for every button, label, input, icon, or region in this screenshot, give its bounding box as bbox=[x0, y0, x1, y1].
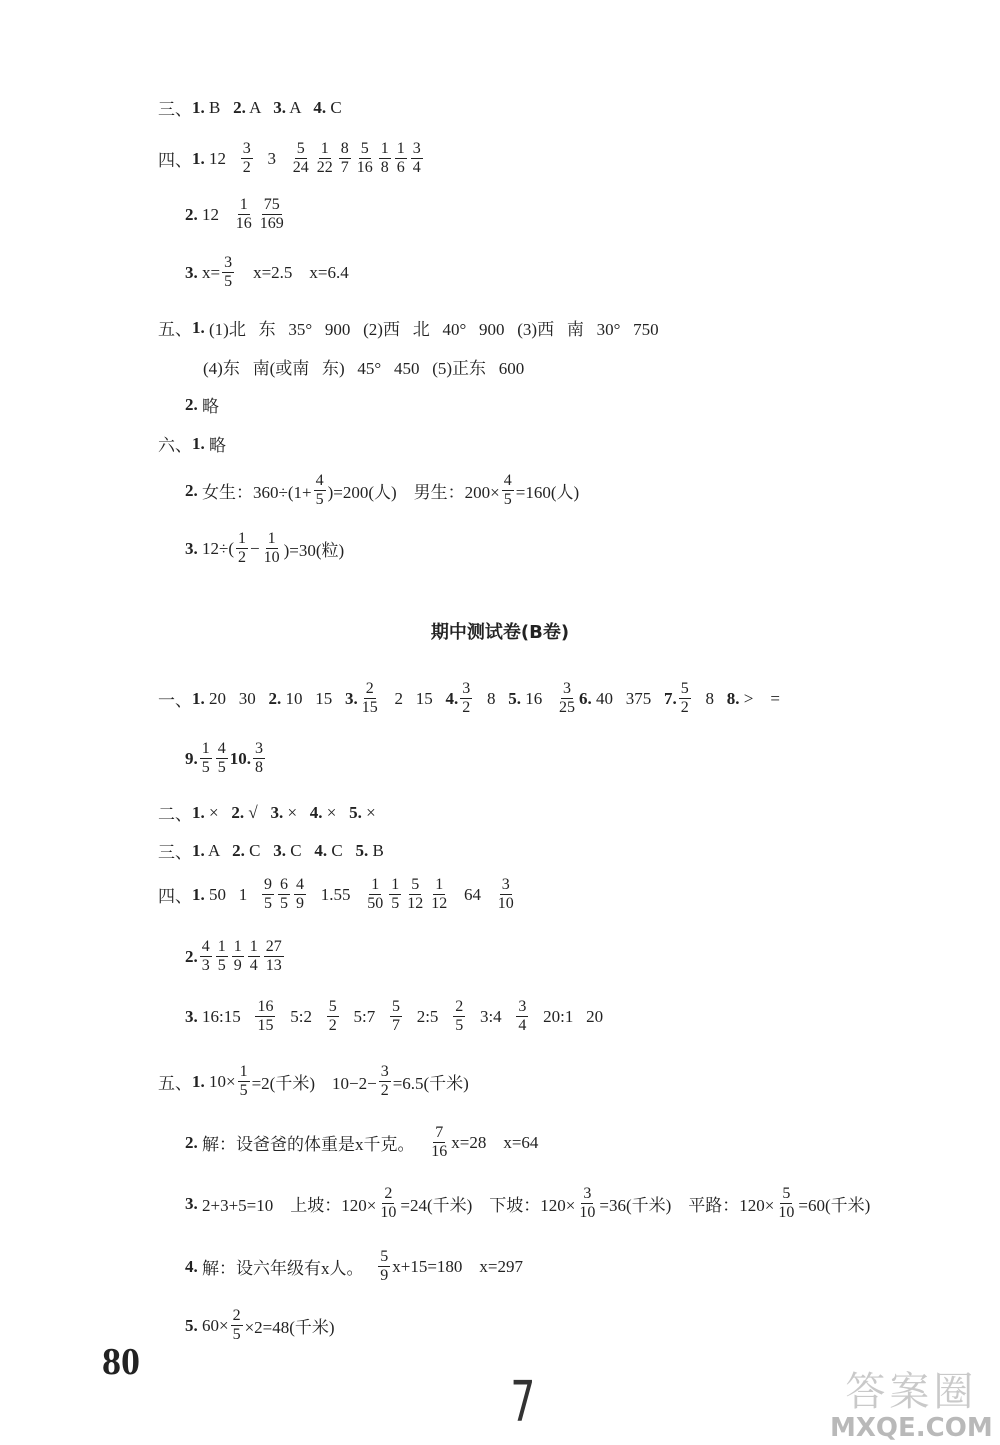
answer-text: 64 bbox=[451, 884, 494, 904]
fraction-denominator: 16 bbox=[356, 159, 373, 176]
item-label: 4. bbox=[445, 688, 459, 708]
fraction-numerator: 1 bbox=[233, 938, 242, 955]
answer-text: 2+3+5=10 上坡：120× bbox=[197, 1196, 377, 1215]
fraction-denominator: 5 bbox=[217, 957, 226, 974]
answer-line bbox=[185, 938, 286, 975]
answer-text: 40 375 bbox=[591, 688, 664, 708]
answer-text: (1)北 东 35° 900 (2)西 北 40° 900 (3)西 南 30° 750 bbox=[204, 320, 659, 339]
fraction-denominator: 8 bbox=[255, 759, 263, 776]
fraction-numerator: 5 bbox=[411, 876, 420, 893]
answer-text: 10× bbox=[204, 1071, 236, 1091]
fraction-numerator: 5 bbox=[328, 998, 337, 1015]
answer-text: x+15=180 x=297 bbox=[392, 1256, 524, 1276]
fraction bbox=[222, 254, 234, 291]
fraction-numerator: 1 bbox=[249, 938, 258, 955]
fraction bbox=[264, 938, 284, 975]
fraction-denominator: 5 bbox=[455, 1017, 464, 1034]
answer-text: A bbox=[245, 97, 274, 117]
item-label: 4. bbox=[309, 802, 323, 822]
fraction-numerator: 5 bbox=[296, 140, 305, 157]
answer-line bbox=[158, 876, 518, 913]
fraction bbox=[411, 140, 423, 177]
item-label: 5. bbox=[355, 840, 369, 860]
item-label: 2. bbox=[268, 688, 282, 708]
item-label: 1. bbox=[192, 840, 205, 860]
fraction-denominator: 5 bbox=[264, 895, 272, 912]
item-label: 2. bbox=[185, 480, 198, 500]
answer-text: 解：设爸爸的体重是x千克。 bbox=[197, 1135, 428, 1154]
answer-text: 2:5 bbox=[403, 1006, 452, 1026]
answer-line bbox=[158, 680, 780, 717]
item-label: 1. bbox=[192, 97, 205, 117]
answer-text: − bbox=[250, 538, 260, 558]
answer-line bbox=[158, 800, 376, 825]
fraction-numerator: 3 bbox=[563, 680, 571, 697]
answer-text: =2(千米) 10−2− bbox=[251, 1074, 377, 1093]
answer-line bbox=[185, 254, 349, 291]
item-label: 1. bbox=[192, 802, 205, 822]
fraction-numerator: 3 bbox=[501, 876, 510, 893]
fraction-denominator: 169 bbox=[259, 215, 284, 232]
fraction-denominator: 15 bbox=[257, 1017, 274, 1034]
answer-line bbox=[185, 196, 288, 233]
fraction bbox=[365, 876, 385, 913]
answer-line bbox=[185, 392, 219, 417]
fraction-denominator: 15 bbox=[361, 699, 378, 716]
item-label: 1. bbox=[192, 884, 205, 904]
fraction-denominator: 5 bbox=[391, 895, 400, 912]
fraction bbox=[389, 876, 401, 913]
answer-text: =6.5(千米) bbox=[392, 1074, 469, 1093]
fraction-denominator: 12 bbox=[431, 895, 448, 912]
answer-text: 四 bbox=[158, 151, 175, 170]
fraction bbox=[231, 1307, 243, 1344]
answer-line bbox=[185, 530, 344, 567]
item-label: 3. bbox=[185, 262, 198, 282]
item-label: 3. bbox=[185, 1006, 198, 1026]
fraction bbox=[502, 472, 514, 509]
answer-text: 一、 bbox=[158, 691, 192, 710]
fraction-denominator: 2 bbox=[238, 549, 246, 566]
fraction-numerator: 1 bbox=[201, 740, 210, 757]
answer-text: =36(千米) 平路：120× bbox=[599, 1196, 775, 1215]
fraction bbox=[379, 1063, 391, 1100]
answer-text: 二、 bbox=[158, 805, 192, 824]
item-label: 1. bbox=[192, 148, 205, 168]
item-label: 2. bbox=[185, 946, 198, 966]
answer-text: ×2=48(千米) bbox=[244, 1318, 335, 1337]
answer-text: A bbox=[286, 97, 314, 117]
fraction-numerator: 1 bbox=[217, 938, 226, 955]
fraction-denominator: 13 bbox=[265, 957, 282, 974]
fraction-denominator: 10 bbox=[263, 549, 280, 566]
answer-text: 女生：360÷(1+ bbox=[197, 483, 312, 502]
fraction bbox=[390, 998, 402, 1035]
fraction-denominator: 22 bbox=[316, 159, 333, 176]
fraction bbox=[200, 740, 212, 777]
fraction-numerator: 1 bbox=[435, 876, 444, 893]
fraction-numerator: 7 bbox=[435, 1124, 444, 1141]
answer-line bbox=[158, 431, 226, 456]
fraction bbox=[327, 998, 339, 1035]
fraction-denominator: 12 bbox=[407, 895, 424, 912]
fraction-numerator: 8 bbox=[340, 140, 349, 157]
fraction bbox=[378, 1248, 390, 1285]
fraction bbox=[395, 140, 407, 177]
fraction bbox=[379, 140, 391, 177]
section-title: 期中测试卷(B卷) bbox=[430, 622, 570, 643]
item-label: 1. bbox=[192, 317, 205, 337]
fraction bbox=[429, 1124, 449, 1161]
answer-text: 8 bbox=[474, 688, 509, 708]
fraction-numerator: 5 bbox=[380, 1248, 389, 1265]
item-label: 1. bbox=[192, 433, 205, 453]
answer-text: 五、 bbox=[158, 1074, 192, 1093]
watermark-url: MXQE.COM bbox=[830, 1413, 993, 1443]
fraction-denominator: 2 bbox=[242, 159, 251, 176]
answer-text: 略 bbox=[204, 436, 226, 455]
answer-line bbox=[185, 998, 603, 1035]
fraction-numerator: 3 bbox=[380, 1063, 389, 1080]
answer-text: A bbox=[204, 840, 233, 860]
fraction-numerator: 1 bbox=[239, 196, 248, 213]
fraction-denominator: 10 bbox=[778, 1204, 795, 1221]
answer-text: x= bbox=[197, 262, 221, 282]
fraction-denominator: 5 bbox=[201, 759, 210, 776]
fraction-numerator: 5 bbox=[360, 140, 369, 157]
answer-text: × bbox=[361, 802, 376, 822]
answer-line bbox=[185, 1307, 335, 1344]
watermark-text: 答案圈 bbox=[845, 1369, 978, 1415]
fraction-denominator: 6 bbox=[396, 159, 405, 176]
fraction-numerator: 1 bbox=[267, 530, 276, 547]
fraction bbox=[291, 140, 311, 177]
fraction-numerator: 5 bbox=[391, 998, 400, 1015]
fraction-denominator: 5 bbox=[280, 895, 288, 912]
item-label: 1. bbox=[192, 688, 205, 708]
answer-text: 1.55 bbox=[308, 884, 364, 904]
fraction-numerator: 4 bbox=[503, 472, 512, 489]
answer-text: × bbox=[322, 802, 350, 822]
fraction bbox=[253, 740, 265, 777]
answer-text: 、 bbox=[175, 151, 192, 170]
answer-line bbox=[203, 354, 524, 379]
item-label: 2. bbox=[185, 1132, 198, 1152]
fraction-numerator: 3 bbox=[255, 740, 263, 757]
fraction-numerator: 5 bbox=[680, 680, 689, 697]
fraction-numerator: 2 bbox=[384, 1185, 393, 1202]
fraction-numerator: 1 bbox=[371, 876, 380, 893]
answer-text: C bbox=[286, 840, 315, 860]
item-label: 2. bbox=[185, 394, 198, 414]
answer-text: 5:7 bbox=[340, 1006, 388, 1026]
fraction-numerator: 3 bbox=[242, 140, 251, 157]
fraction bbox=[200, 938, 212, 975]
answer-text: 20:1 20 bbox=[530, 1006, 604, 1026]
fraction-denominator: 50 bbox=[367, 895, 384, 912]
item-label: 3. bbox=[345, 688, 358, 708]
answer-line bbox=[185, 1185, 870, 1222]
answer-line bbox=[158, 838, 384, 863]
answer-text: 3 bbox=[254, 148, 289, 168]
answer-text: 16:15 bbox=[197, 1006, 254, 1026]
fraction bbox=[314, 472, 326, 509]
fraction-denominator: 4 bbox=[518, 1017, 527, 1034]
answer-text: 8 bbox=[692, 688, 727, 708]
fraction bbox=[262, 530, 282, 567]
item-label: 3. bbox=[273, 97, 286, 117]
fraction-denominator: 7 bbox=[391, 1017, 400, 1034]
fraction-numerator: 2 bbox=[455, 998, 464, 1015]
answer-text: )=30(粒) bbox=[283, 541, 345, 560]
fraction-denominator: 24 bbox=[292, 159, 309, 176]
fraction-denominator: 16 bbox=[235, 215, 252, 232]
fraction-denominator: 2 bbox=[680, 699, 689, 716]
fraction-denominator: 25 bbox=[559, 699, 575, 716]
watermark bbox=[830, 1370, 993, 1443]
fraction bbox=[557, 680, 577, 717]
answer-text: x=2.5 x=6.4 bbox=[236, 262, 349, 282]
handwritten-mark: 7 bbox=[510, 1370, 536, 1435]
fraction-denominator: 5 bbox=[217, 759, 226, 776]
fraction bbox=[241, 140, 253, 177]
answer-text: )=200(人) 男生：200× bbox=[327, 483, 500, 502]
fraction-numerator: 2 bbox=[365, 680, 374, 697]
answer-text: 解：设六年级有x人。 bbox=[197, 1259, 377, 1278]
fraction bbox=[238, 1063, 250, 1100]
fraction bbox=[496, 876, 516, 913]
fraction-numerator: 1 bbox=[396, 140, 405, 157]
item-label: 7. bbox=[664, 688, 677, 708]
answer-text: 12 bbox=[197, 204, 232, 224]
answer-text: √ bbox=[244, 802, 271, 822]
fraction-numerator: 3 bbox=[518, 998, 527, 1015]
answer-text: 12 bbox=[204, 148, 239, 168]
answer-text: 三 bbox=[158, 100, 175, 119]
item-label: 5. bbox=[349, 802, 362, 822]
answer-text: 12÷( bbox=[197, 538, 234, 558]
fraction bbox=[232, 938, 244, 975]
answer-line bbox=[158, 140, 425, 177]
answer-text: B bbox=[204, 97, 234, 117]
fraction bbox=[294, 876, 306, 913]
answer-text: x=28 x=64 bbox=[451, 1132, 539, 1152]
fraction-denominator: 5 bbox=[239, 1082, 248, 1099]
fraction bbox=[262, 876, 274, 913]
item-label: 9. bbox=[185, 748, 198, 768]
answer-line bbox=[158, 95, 342, 120]
answer-text: C bbox=[326, 97, 342, 117]
answer-text: 16 bbox=[521, 688, 555, 708]
fraction bbox=[360, 680, 380, 717]
fraction bbox=[216, 740, 228, 777]
fraction-denominator: 16 bbox=[431, 1143, 448, 1160]
fraction-numerator: 1 bbox=[391, 876, 400, 893]
fraction bbox=[453, 998, 465, 1035]
fraction-denominator: 5 bbox=[224, 273, 233, 290]
fraction-denominator: 3 bbox=[201, 957, 210, 974]
fraction bbox=[405, 876, 425, 913]
fraction-numerator: 3 bbox=[583, 1185, 592, 1202]
fraction-denominator: 8 bbox=[380, 159, 389, 176]
fraction bbox=[258, 196, 286, 233]
item-label: 3. bbox=[273, 840, 286, 860]
fraction bbox=[378, 1185, 398, 1222]
answer-text: 20 30 bbox=[204, 688, 269, 708]
fraction-denominator: 10 bbox=[380, 1204, 397, 1221]
answer-text: 三、 bbox=[158, 843, 192, 862]
fraction bbox=[278, 876, 290, 913]
item-label: 2. bbox=[233, 97, 246, 117]
item-label: 3. bbox=[270, 802, 284, 822]
fraction-denominator: 2 bbox=[328, 1017, 337, 1034]
fraction-denominator: 4 bbox=[249, 957, 258, 974]
page-number: 80 bbox=[102, 1341, 140, 1383]
fraction-numerator: 1 bbox=[239, 1063, 248, 1080]
answer-text: C bbox=[327, 840, 356, 860]
answer-text: 10 15 bbox=[281, 688, 345, 708]
item-label: 10. bbox=[229, 748, 251, 768]
item-label: 2. bbox=[232, 840, 245, 860]
item-label: 4. bbox=[314, 840, 328, 860]
answer-text: 略 bbox=[197, 397, 219, 416]
answer-line bbox=[185, 1124, 538, 1161]
answer-text: 五、 bbox=[158, 320, 192, 339]
answer-line bbox=[185, 1248, 523, 1285]
fraction-numerator: 1 bbox=[238, 530, 246, 547]
fraction bbox=[776, 1185, 796, 1222]
item-label: 4. bbox=[313, 97, 327, 117]
fraction bbox=[216, 938, 228, 975]
fraction-denominator: 9 bbox=[380, 1267, 389, 1284]
fraction-denominator: 10 bbox=[579, 1204, 596, 1221]
fraction-numerator: 27 bbox=[265, 938, 282, 955]
fraction-numerator: 4 bbox=[217, 740, 226, 757]
answer-text: 5:2 bbox=[277, 1006, 325, 1026]
answer-text: B bbox=[368, 840, 384, 860]
fraction-numerator: 3 bbox=[224, 254, 233, 271]
item-label: 6. bbox=[579, 688, 592, 708]
fraction bbox=[355, 140, 375, 177]
fraction-numerator: 9 bbox=[264, 876, 272, 893]
answer-text: (4)东 南(或南 东) 45° 450 (5)正东 600 bbox=[203, 359, 525, 378]
item-label: 2. bbox=[185, 204, 198, 224]
answer-line bbox=[185, 472, 579, 509]
answer-text: =60(千米) bbox=[798, 1196, 871, 1215]
fraction-numerator: 4 bbox=[296, 876, 304, 893]
fraction bbox=[339, 140, 351, 177]
answer-text: C bbox=[244, 840, 274, 860]
fraction-numerator: 4 bbox=[315, 472, 324, 489]
item-label: 5. bbox=[185, 1315, 198, 1335]
fraction-numerator: 75 bbox=[263, 196, 280, 213]
fraction bbox=[255, 998, 275, 1035]
answer-line bbox=[158, 315, 659, 340]
fraction bbox=[315, 140, 335, 177]
answer-text: =160(人) bbox=[515, 483, 580, 502]
answer-text: 六、 bbox=[158, 436, 192, 455]
item-label: 1. bbox=[192, 1071, 205, 1091]
answer-text: 2 15 bbox=[381, 688, 446, 708]
fraction-denominator: 2 bbox=[380, 1082, 389, 1099]
answer-text: 3:4 bbox=[467, 1006, 515, 1026]
answer-line bbox=[158, 1063, 469, 1100]
answer-text: × bbox=[204, 802, 232, 822]
fraction bbox=[248, 938, 260, 975]
answer-text: 、 bbox=[175, 100, 192, 119]
fraction-numerator: 1 bbox=[320, 140, 329, 157]
fraction-numerator: 4 bbox=[201, 938, 210, 955]
fraction-numerator: 3 bbox=[412, 140, 421, 157]
fraction-denominator: 2 bbox=[462, 699, 471, 716]
item-label: 5. bbox=[508, 688, 521, 708]
answer-text: > = bbox=[739, 688, 780, 708]
fraction-numerator: 6 bbox=[280, 876, 288, 893]
fraction-denominator: 5 bbox=[315, 491, 324, 508]
answer-text: 四、 bbox=[158, 887, 192, 906]
fraction bbox=[236, 530, 248, 567]
fraction-numerator: 1 bbox=[380, 140, 389, 157]
fraction bbox=[577, 1185, 597, 1222]
item-label: 4. bbox=[185, 1256, 198, 1276]
fraction-denominator: 4 bbox=[412, 159, 421, 176]
item-label: 3. bbox=[185, 1193, 198, 1213]
fraction-numerator: 5 bbox=[782, 1185, 791, 1202]
item-label: 3. bbox=[185, 538, 198, 558]
fraction-denominator: 9 bbox=[233, 957, 242, 974]
answer-text: 50 1 bbox=[204, 884, 260, 904]
fraction bbox=[234, 196, 254, 233]
fraction-numerator: 16 bbox=[257, 998, 274, 1015]
answer-line bbox=[185, 740, 267, 777]
fraction-denominator: 5 bbox=[503, 491, 512, 508]
answer-text: =24(千米) 下坡：120× bbox=[400, 1196, 576, 1215]
fraction bbox=[516, 998, 528, 1035]
fraction-numerator: 2 bbox=[232, 1307, 241, 1324]
fraction bbox=[460, 680, 472, 717]
fraction-denominator: 5 bbox=[232, 1326, 241, 1343]
answer-text: × bbox=[283, 802, 310, 822]
item-label: 8. bbox=[726, 688, 740, 708]
fraction-denominator: 10 bbox=[497, 895, 514, 912]
fraction-denominator: 9 bbox=[296, 895, 304, 912]
fraction-denominator: 7 bbox=[340, 159, 349, 176]
answer-text: 60× bbox=[197, 1315, 229, 1335]
fraction bbox=[429, 876, 449, 913]
fraction-numerator: 3 bbox=[462, 680, 471, 697]
fraction bbox=[679, 680, 691, 717]
item-label: 2. bbox=[231, 802, 245, 822]
